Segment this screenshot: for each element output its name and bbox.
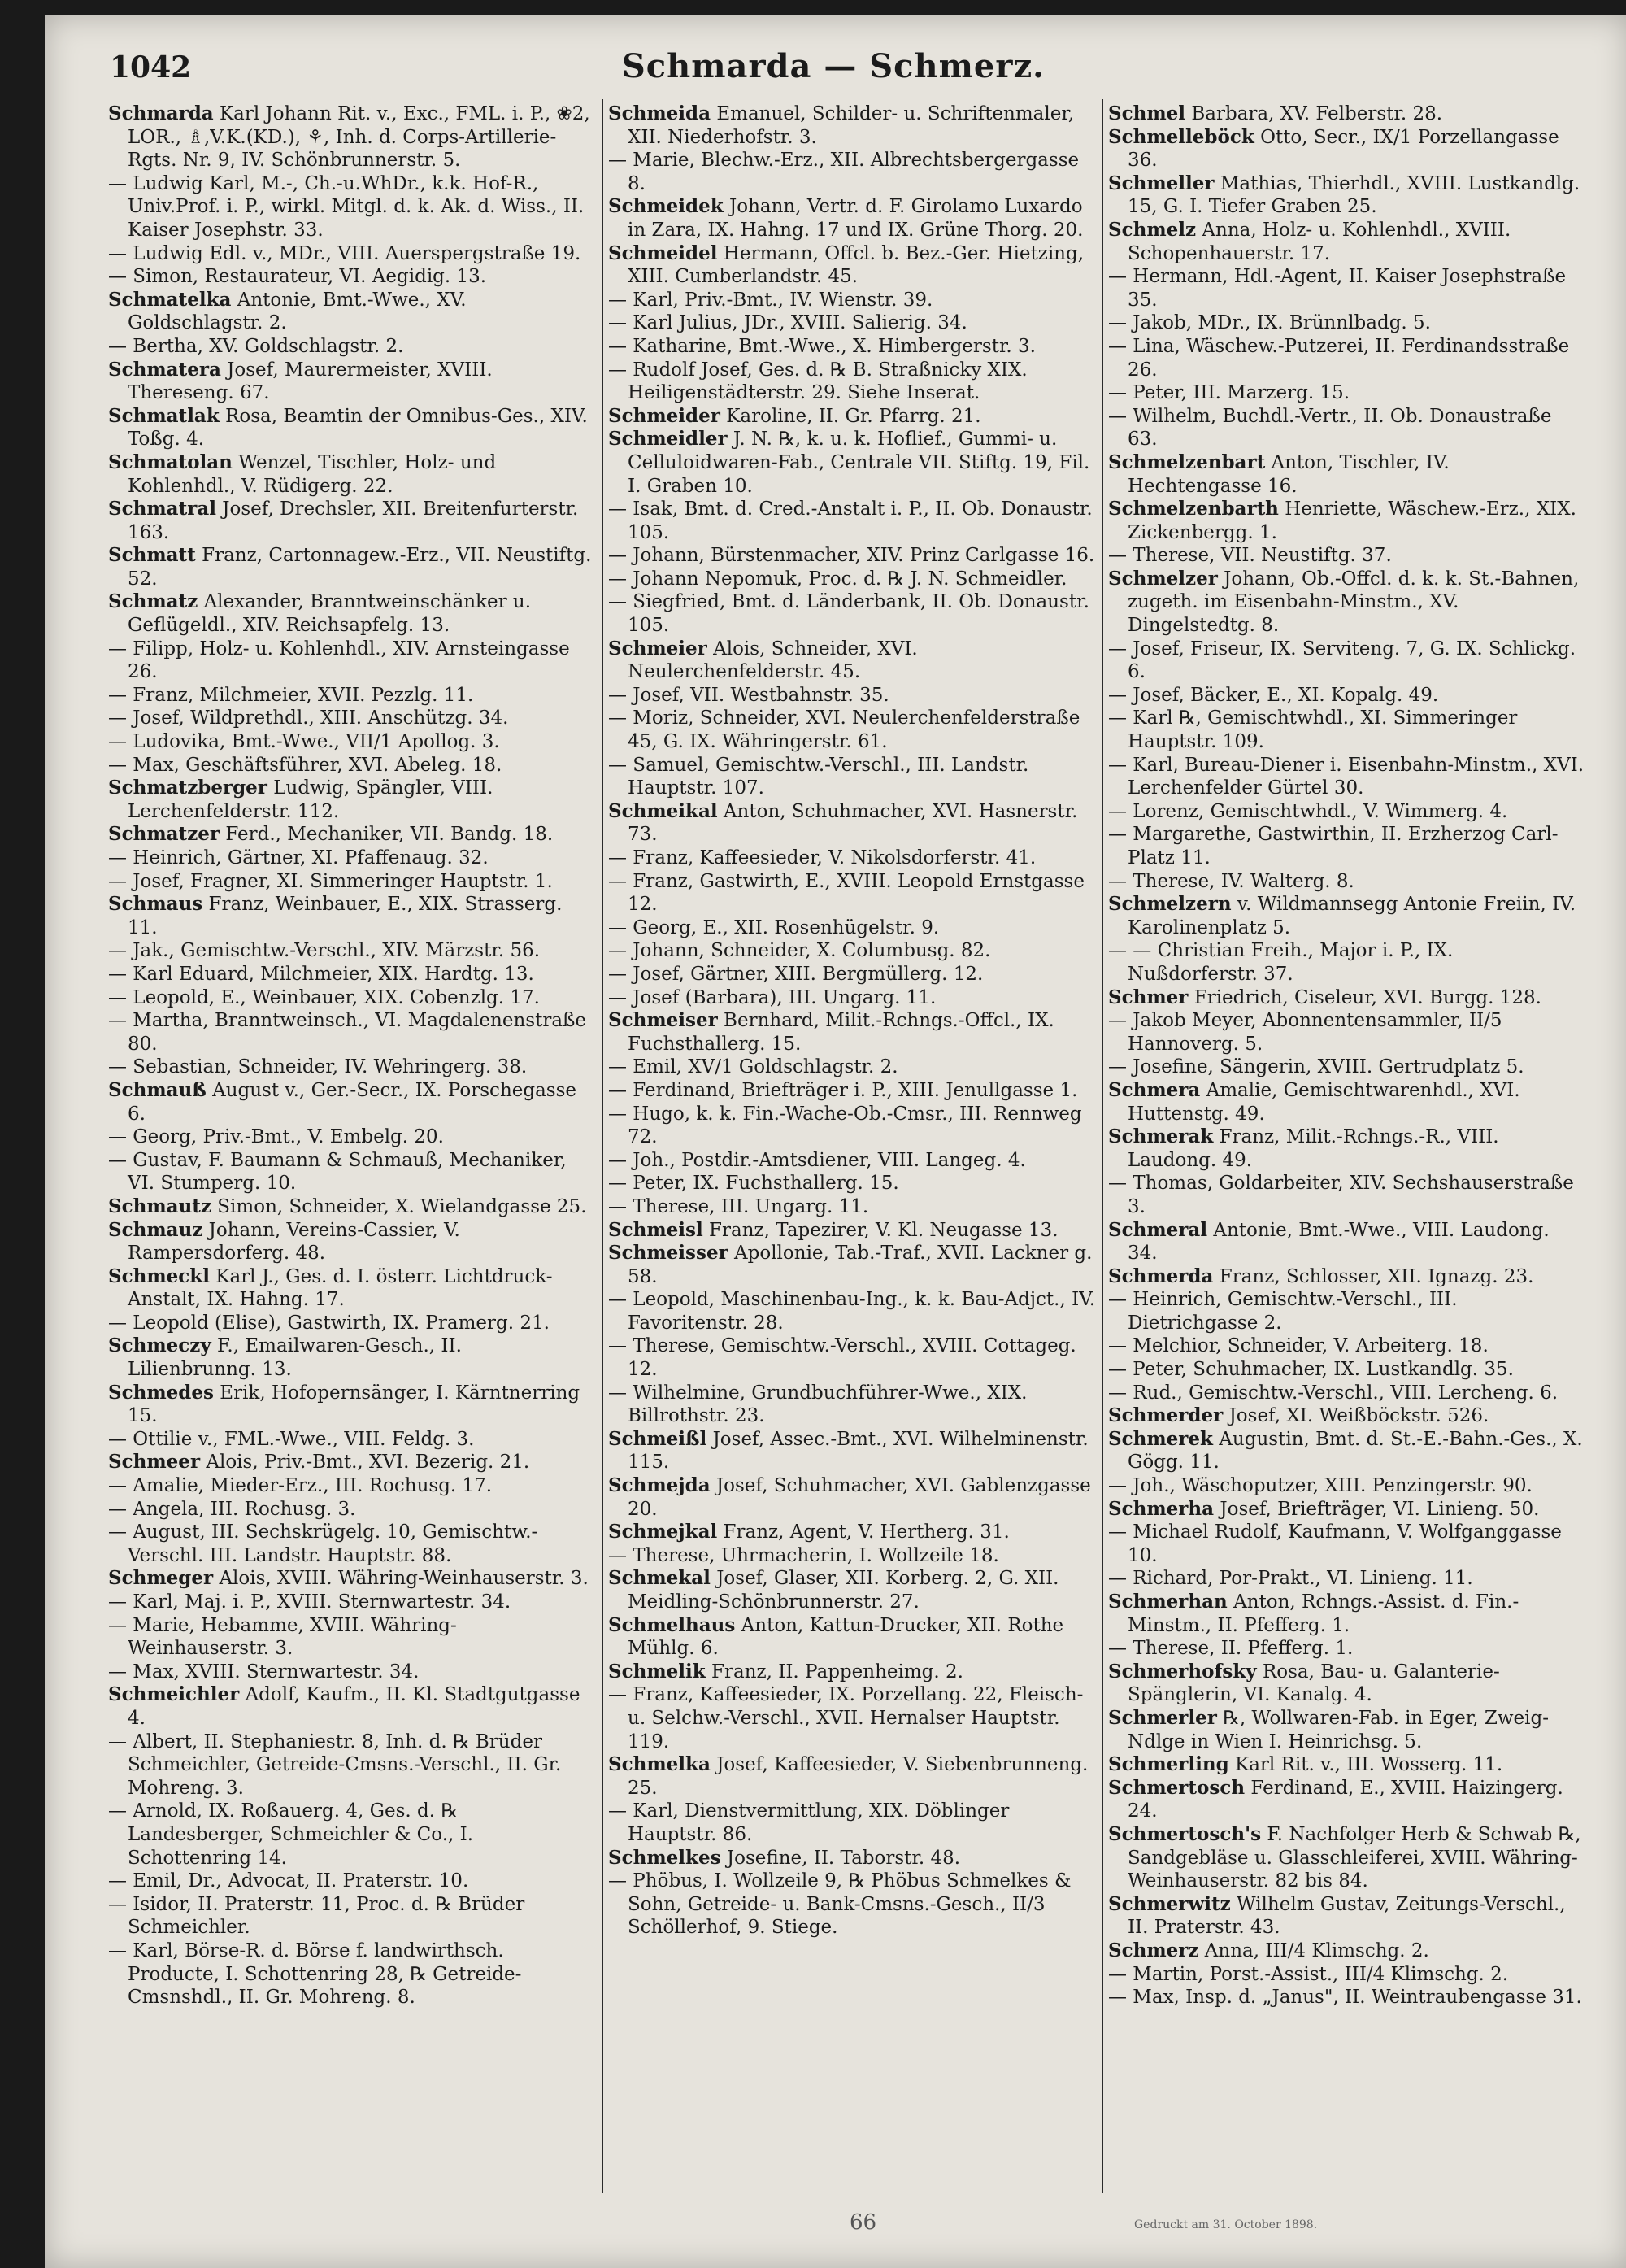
directory-entry: — Samuel, Gemischtw.-Verschl., III. Landstr. Hauptstr. 107. [608, 754, 1029, 799]
directory-entry: — Angela, III. Rochusg. 3. [108, 1498, 356, 1520]
directory-entry: — Josef, Bäcker, E., XI. Kopalg. 49. [1108, 684, 1439, 706]
directory-entry: Schmeisser Apollonie, Tab.-Traf., XVII. Lackner g. 58. [608, 1242, 1093, 1287]
directory-entry: — Franz, Gastwirth, E., XVIII. Leopold Ernstgasse 12. [608, 870, 1085, 916]
directory-entry: — Peter, III. Marzerg. 15. [1108, 382, 1350, 404]
directory-entry: — Franz, Kaffeesieder, V. Nikolsdorferstr. 41. [608, 847, 1037, 868]
directory-entry: — Jakob Meyer, Abonnentensammler, II/5 Hannoverg. 5. [1108, 1010, 1502, 1055]
directory-entry: — Karl, Maj. i. P., XVIII. Sternwartestr. 34. [108, 1591, 511, 1613]
directory-entry: Schmeida Emanuel, Schilder- u. Schriftenmaler, XII. Niederhofstr. 3. [608, 102, 1075, 148]
directory-entry: Schmerhofsky Rosa, Bau- u. Galanterie-Spänglerin, VI. Kanalg. 4. [1108, 1660, 1500, 1706]
directory-entry: — Josef, VII. Westbahnstr. 35. [608, 684, 889, 706]
directory-entry: Schmaus Franz, Weinbauer, E., XIX. Strasserg. 11. [108, 893, 563, 938]
directory-entry: — Max, Insp. d. „Janus", II. Weintraubengasse 31. [1108, 1987, 1582, 2009]
directory-entry: — Max, XVIII. Sternwartestr. 34. [108, 1661, 420, 1682]
running-title: Schmarda — Schmerz. [621, 47, 1046, 85]
directory-entry: — Amalie, Mieder-Erz., III. Rochusg. 17. [108, 1475, 493, 1497]
directory-entry: — Sebastian, Schneider, IV. Wehringerg. 38. [108, 1056, 528, 1078]
directory-entry: Schmatz Alexander, Branntweinschänker u. Geflügeldl., XIV. Reichsapfelg. 13. [108, 590, 532, 637]
directory-entry: Schmertosch Ferdinand, E., XVIII. Haizingerg. 24. [1108, 1776, 1563, 1822]
directory-entry: Schmera Amalie, Gemischtwarenhdl., XVI. Huttenstg. 49. [1108, 1078, 1520, 1125]
directory-entry: Schmatzer Ferd., Mechaniker, VII. Bandg. 18. [108, 823, 554, 846]
directory-entry: Schmelkes Josefine, II. Taborstr. 48. [608, 1846, 961, 1869]
directory-entry: — Josef, Friseur, IX. Serviteng. 7, G. IX. Schlickg. 6. [1108, 638, 1576, 683]
directory-entry: Schmedes Erik, Hofopernsänger, I. Kärntnerring 15. [108, 1381, 580, 1427]
directory-entry: Schmautz Simon, Schneider, X. Wielandgasse 25. [108, 1195, 587, 1217]
directory-entry: Schmerling Karl Rit. v., III. Wosserg. 11. [1108, 1753, 1503, 1776]
directory-entry: Schmelka Josef, Kaffeesieder, V. Siebenbrunneng. 25. [608, 1753, 1089, 1799]
directory-entry: Schmelzenbart Anton, Tischler, IV. Hechtengasse 16. [1108, 451, 1450, 497]
directory-entry: — Arnold, IX. Roßauerg. 4, Ges. d. ℞ Landesberger, Schmeichler & Co., I. Schottenring 14. [108, 1800, 474, 1869]
directory-entry: Schmeichler Adolf, Kaufm., II. Kl. Stadtgutgasse 4. [108, 1683, 580, 1729]
directory-entry: Schmeidel Hermann, Offcl. b. Bez.-Ger. Hietzing, XIII. Cumberlandstr. 45. [608, 242, 1085, 288]
directory-entry: Schmeidek Johann, Vertr. d. F. Girolamo Luxardo in Zara, IX. Hahng. 17 und IX. Grüne Thorg. 20. [608, 195, 1084, 241]
directory-entry: — Leopold (Elise), Gastwirth, IX. Pramerg. 21. [108, 1312, 550, 1334]
directory-entry: Schmeczy F., Emailwaren-Gesch., II. Lilienbrunng. 13. [108, 1334, 462, 1381]
print-note: Gedruckt am 31. October 1898. [1134, 2218, 1318, 2231]
directory-entry: — Michael Rudolf, Kaufmann, V. Wolfganggasse 10. [1108, 1521, 1562, 1566]
directory-entry: Schmerhan Anton, Rchngs.-Assist. d. Fin.-Minstm., II. Pfefferg. 1. [1108, 1591, 1519, 1636]
directory-entry: — Phöbus, I. Wollzeile 9, ℞ Phöbus Schmelkes & Sohn, Getreide- u. Bank-Cmsns.-Gesch., II/3 Schöllerhof, 9. Stiege. [608, 1870, 1072, 1939]
directory-entry: — Therese, Gemischtw.-Verschl., XVIII. Cottageg. 12. [608, 1335, 1076, 1381]
directory-entry: — Hermann, Hdl.-Agent, II. Kaiser Josephstraße 35. [1108, 266, 1567, 311]
directory-entry: — Johann, Schneider, X. Columbusg. 82. [608, 940, 991, 962]
directory-entry: Schmekal Josef, Glaser, XII. Korberg. 2, G. XII. Meidling-Schönbrunnerstr. 27. [608, 1567, 1059, 1613]
directory-entry: Schmauz Johann, Vereins-Cassier, V. Rampersdorferg. 48. [108, 1218, 460, 1265]
directory-entry: — Karl Julius, JDr., XVIII. Salierig. 34. [608, 312, 967, 334]
directory-entry: Schmatral Josef, Drechsler, XII. Breitenfurterstr. 163. [108, 498, 579, 543]
directory-entry: — Josef, Wildprethdl., XIII. Anschützg. 34. [108, 707, 509, 729]
directory-entry: — Wilhelmine, Grundbuchführer-Wwe., XIX. Billrothstr. 23. [608, 1382, 1028, 1427]
directory-entry: — Lina, Wäschew.-Putzerei, II. Ferdinandsstraße 26. [1108, 335, 1570, 381]
directory-entry: Schmerz Anna, III/4 Klimschg. 2. [1108, 1939, 1429, 1961]
column-rule [1102, 99, 1103, 2193]
directory-entry: — Bertha, XV. Goldschlagstr. 2. [108, 335, 404, 357]
directory-entry: — Martha, Branntweinsch., VI. Magdalenenstraße 80. [108, 1010, 587, 1055]
directory-page [45, 15, 1626, 2268]
directory-entry: — Hugo, k. k. Fin.-Wache-Ob.-Cmsr., III. Rennweg 72. [608, 1103, 1082, 1148]
directory-entry: — Jak., Gemischtw.-Verschl., XIV. Märzstr. 56. [108, 940, 541, 962]
directory-entry: Schmelzer Johann, Ob.-Offcl. d. k. k. St.-Bahnen, zugeth. im Eisenbahn-Minstm., XV. Dingelstedtg. 8. [1108, 567, 1580, 637]
directory-entry: Schmeger Alois, XVIII. Währing-Weinhauserstr. 3. [108, 1567, 589, 1590]
directory-entry: Schmerwitz Wilhelm Gustav, Zeitungs-Verschl., II. Praterstr. 43. [1108, 1892, 1566, 1939]
directory-entry: — Thomas, Goldarbeiter, XIV. Sechshauserstraße 3. [1108, 1173, 1574, 1217]
directory-entry: Schmeiser Bernhard, Milit.-Rchngs.-Offcl., IX. Fuchsthallerg. 15. [608, 1009, 1054, 1055]
directory-entry: Schmauß August v., Ger.-Secr., IX. Porschegasse 6. [108, 1078, 577, 1125]
directory-entry: Schmeider Karoline, II. Gr. Pfarrg. 21. [608, 404, 981, 427]
directory-entry: — Albert, II. Stephaniestr. 8, Inh. d. ℞ Brüder Schmeichler, Getreide-Cmsns.-Verschl., II. Gr. Mohreng. 3. [108, 1730, 562, 1799]
directory-entry: Schmejkal Franz, Agent, V. Hertherg. 31. [608, 1521, 1010, 1543]
directory-entry: Schmeisl Franz, Tapezirer, V. Kl. Neugasse 13. [608, 1218, 1059, 1241]
directory-entry: Schmeier Alois, Schneider, XVI. Neulerchenfelderstr. 45. [608, 637, 918, 683]
directory-entry: Schmerda Franz, Schlosser, XII. Ignazg. 23. [1108, 1265, 1534, 1287]
directory-entry: Schmatt Franz, Cartonnagew.-Erz., VII. Neustiftg. 52. [108, 544, 592, 590]
directory-entry: Schmerak Franz, Milit.-Rchngs.-R., VIII. Laudong. 49. [1108, 1125, 1499, 1171]
directory-entry: — Filipp, Holz- u. Kohlenhdl., XIV. Arnsteingasse 26. [108, 638, 570, 683]
directory-entry: Schmeidler J. N. ℞, k. u. k. Hoflief., Gummi- u. Celluloidwaren-Fab., Centrale VII. Stiftg. 19, Fil. I. Graben 10. [608, 428, 1090, 497]
directory-entry: Schmeikal Anton, Schuhmacher, XVI. Hasnerstr. 73. [608, 799, 1078, 846]
directory-entry: — Gustav, F. Baumann & Schmauß, Mechaniker, VI. Stumperg. 10. [108, 1149, 567, 1195]
directory-entry: — Karl, Bureau-Diener i. Eisenbahn-Minstm., XVI. Lerchenfelder Gürtel 30. [1108, 754, 1585, 799]
directory-entry: — Peter, Schuhmacher, IX. Lustkandlg. 35. [1108, 1359, 1514, 1381]
directory-entry: — Leopold, Maschinenbau-Ing., k. k. Bau-Adjct., IV. Favoritenstr. 28. [608, 1289, 1096, 1334]
directory-entry: — Ludovika, Bmt.-Wwe., VII/1 Apollog. 3. [108, 731, 500, 753]
directory-entry: — Therese, IV. Walterg. 8. [1108, 870, 1354, 892]
directory-entry: — Therese, II. Pfefferg. 1. [1108, 1638, 1354, 1660]
directory-entry: Schmer Friedrich, Ciseleur, XVI. Burgg. 128. [1108, 986, 1541, 1008]
directory-entry: — Moriz, Schneider, XVI. Neulerchenfelderstraße 45, G. IX. Währingerstr. 61. [608, 707, 1080, 753]
directory-entry: — Lorenz, Gemischtwhdl., V. Wimmerg. 4. [1108, 800, 1508, 822]
directory-entry: Schmeißl Josef, Assec.-Bmt., XVI. Wilhelminenstr. 115. [608, 1427, 1089, 1474]
directory-entry: Schmertosch's F. Nachfolger Herb & Schwab ℞, Sandgebläse u. Glasschleiferei, XVIII. Währing-Weinhauserstr. 82 bis 84. [1108, 1822, 1581, 1892]
directory-entry: — Isak, Bmt. d. Cred.-Anstalt i. P., II. Ob. Donaustr. 105. [608, 498, 1093, 543]
directory-entry: Schmatlak Rosa, Beamtin der Omnibus-Ges., XIV. Toßg. 4. [108, 404, 588, 451]
page-number: 1042 [110, 50, 192, 85]
directory-entry: — Jakob, MDr., IX. Brünnlbadg. 5. [1108, 312, 1431, 334]
directory-entry: Schmerha Josef, Briefträger, VI. Linieng. 50. [1108, 1497, 1540, 1520]
directory-entry: — Josef, Fragner, XI. Simmeringer Hauptstr. 1. [108, 870, 553, 892]
directory-entry: Schmelz Anna, Holz- u. Kohlenhdl., XVIII. Schopenhauerstr. 17. [1108, 218, 1511, 264]
directory-entry: — Siegfried, Bmt. d. Länderbank, II. Ob. Donaustr. 105. [608, 591, 1089, 637]
directory-entry: — Peter, IX. Fuchsthallerg. 15. [608, 1173, 899, 1195]
directory-entry: Schmelik Franz, II. Pappenheimg. 2. [608, 1660, 963, 1682]
directory-entry: — Karl, Dienstvermittlung, XIX. Döblinger Hauptstr. 86. [608, 1800, 1010, 1845]
column-3 [1108, 102, 1584, 2184]
directory-entry: — Emil, XV/1 Goldschlagstr. 2. [608, 1056, 898, 1078]
directory-entry: Schmel Barbara, XV. Felberstr. 28. [1108, 102, 1443, 124]
directory-entry: Schmarda Karl Johann Rit. v., Exc., FML. i. P., ❀2, LOR., ♗,V.K.(KD.), ⚘, Inh. d. Corps-Artillerie-Rgts. Nr. 9, IV. Schönbrunnerstr. 5. [108, 102, 590, 172]
directory-entry: — Joh., Wäschoputzer, XIII. Penzingerstr. 90. [1108, 1475, 1533, 1497]
directory-entry: — Therese, Uhrmacherin, I. Wollzeile 18. [608, 1544, 999, 1566]
column-1 [108, 102, 596, 2184]
directory-entry: Schmerler ℞, Wollwaren-Fab. in Eger, Zweig-Ndlge in Wien I. Heinrichsg. 5. [1108, 1706, 1549, 1752]
directory-entry: — Therese, III. Ungarg. 11. [608, 1195, 869, 1217]
directory-entry: — Josef, Gärtner, XIII. Bergmüllerg. 12. [608, 963, 984, 985]
directory-entry: — Karl ℞, Gemischtwhdl., XI. Simmeringer Hauptstr. 109. [1108, 707, 1518, 753]
directory-entry: — Richard, Por-Prakt., VI. Linieng. 11. [1108, 1568, 1473, 1590]
directory-entry: — Karl, Börse-R. d. Börse f. landwirthsch. Producte, I. Schottenring 28, ℞ Getreide-Cmsnshdl., II. Gr. Mohreng. 8. [108, 1939, 522, 2009]
directory-entry: Schmeral Antonie, Bmt.-Wwe., VIII. Laudong. 34. [1108, 1218, 1550, 1265]
directory-entry: — Franz, Milchmeier, XVII. Pezzlg. 11. [108, 684, 474, 706]
directory-entry: — Johann Nepomuk, Proc. d. ℞ J. N. Schmeidler. [608, 568, 1067, 590]
directory-entry: — Max, Geschäftsführer, XVI. Abeleg. 18. [108, 754, 502, 776]
directory-entry: — Martin, Porst.-Assist., III/4 Klimschg. 2. [1108, 1963, 1509, 1985]
directory-entry: — Therese, VII. Neustiftg. 37. [1108, 545, 1392, 567]
directory-entry: Schmelleböck Otto, Secr., IX/1 Porzellangasse 36. [1108, 125, 1559, 172]
directory-entry: — Ottilie v., FML.-Wwe., VIII. Feldg. 3. [108, 1428, 475, 1450]
directory-entry: Schmatolan Wenzel, Tischler, Holz- und Kohlenhdl., V. Rüdigerg. 22. [108, 451, 497, 497]
directory-entry: — Rud., Gemischtw.-Verschl., VIII. Lercheng. 6. [1108, 1382, 1559, 1404]
column-2 [608, 102, 1096, 2184]
directory-entry: — Franz, Kaffeesieder, IX. Porzellang. 22, Fleisch- u. Selchw.-Verschl., XVII. Hernalser Hauptstr. 119. [608, 1684, 1084, 1752]
directory-entry: Schmelhaus Anton, Kattun-Drucker, XII. Rothe Mühlg. 6. [608, 1613, 1064, 1660]
directory-entry: — Johann, Bürstenmacher, XIV. Prinz Carlgasse 16. [608, 545, 1095, 567]
column-rule [602, 99, 603, 2193]
directory-entry: Schmerek Augustin, Bmt. d. St.-E.-Bahn.-Ges., X. Gögg. 11. [1108, 1427, 1583, 1474]
directory-entry: Schmejda Josef, Schuhmacher, XVI. Gablenzgasse 20. [608, 1474, 1091, 1520]
directory-entry: — Josefine, Sängerin, XVIII. Gertrudplatz 5. [1108, 1056, 1524, 1078]
directory-entry: — Karl Eduard, Milchmeier, XIX. Hardtg. 13. [108, 963, 534, 985]
directory-entry: — Karl, Priv.-Bmt., IV. Wienstr. 39. [608, 289, 933, 311]
directory-entry: — Wilhelm, Buchdl.-Vertr., II. Ob. Donaustraße 63. [1108, 405, 1552, 451]
footer-mark: 66 [850, 2210, 877, 2235]
directory-entry: Schmelzern v. Wildmannsegg Antonie Freiin, IV. Karolinenplatz 5. [1108, 893, 1576, 938]
directory-entry: — Joh., Postdir.-Amtsdiener, VIII. Langeg. 4. [608, 1149, 1026, 1171]
directory-entry: — Ludwig Edl. v., MDr., VIII. Auerspergstraße 19. [108, 242, 581, 264]
directory-entry: — Emil, Dr., Advocat, II. Praterstr. 10. [108, 1870, 469, 1892]
directory-entry: — Margarethe, Gastwirthin, II. Erzherzog Carl-Platz 11. [1108, 824, 1559, 868]
directory-entry: — Heinrich, Gärtner, XI. Pfaffenaug. 32. [108, 847, 489, 868]
directory-entry: — Ferdinand, Briefträger i. P., XIII. Jenullgasse 1. [608, 1079, 1078, 1101]
directory-entry: — Josef (Barbara), III. Ungarg. 11. [608, 986, 937, 1008]
directory-entry: Schmelzenbarth Henriette, Wäschew.-Erz., XIX. Zickenbergg. 1. [1108, 498, 1576, 543]
directory-entry: — Marie, Blechw.-Erz., XII. Albrechtsbergergasse 8. [608, 150, 1080, 194]
directory-entry: — Georg, Priv.-Bmt., V. Embelg. 20. [108, 1126, 444, 1148]
directory-entry: — Rudolf Josef, Ges. d. ℞ B. Straßnicky XIX. Heiligenstädterstr. 29. Siehe Inserat. [608, 359, 1028, 404]
directory-entry: — Marie, Hebamme, XVIII. Währing-Weinhauserstr. 3. [108, 1614, 457, 1660]
directory-entry: — Isidor, II. Praterstr. 11, Proc. d. ℞ Brüder Schmeichler. [108, 1893, 525, 1939]
directory-entry: Schmatelka Antonie, Bmt.-Wwe., XV. Goldschlagstr. 2. [108, 288, 467, 334]
directory-entry: Schmeer Alois, Priv.-Bmt., XVI. Bezerig. 21. [108, 1451, 530, 1474]
directory-entry: — Heinrich, Gemischtw.-Verschl., III. Dietrichgasse 2. [1108, 1289, 1458, 1334]
directory-entry: — Melchior, Schneider, V. Arbeiterg. 18. [1108, 1335, 1489, 1357]
directory-entry: — Katharine, Bmt.-Wwe., X. Himbergerstr. 3. [608, 335, 1036, 357]
directory-entry: Schmatera Josef, Maurermeister, XVIII. Thereseng. 67. [108, 358, 493, 404]
directory-entry: Schmeckl Karl J., Ges. d. I. österr. Lichtdruck-Anstalt, IX. Hahng. 17. [108, 1265, 553, 1311]
directory-entry: Schmerder Josef, XI. Weißböckstr. 526. [1108, 1404, 1489, 1427]
directory-entry: — Simon, Restaurateur, VI. Aegidig. 13. [108, 266, 487, 288]
directory-entry: Schmatzberger Ludwig, Spängler, VIII. Lerchenfelderstr. 112. [108, 777, 493, 822]
directory-entry: Schmeller Mathias, Thierhdl., XVIII. Lustkandlg. 15, G. I. Tiefer Graben 25. [1108, 172, 1580, 218]
page-header [110, 41, 1557, 89]
directory-entry: — August, III. Sechskrügelg. 10, Gemischtw.-Verschl. III. Landstr. Hauptstr. 88. [108, 1521, 538, 1566]
directory-entry: — Georg, E., XII. Rosenhügelstr. 9. [608, 916, 940, 938]
directory-entry: — — Christian Freih., Major i. P., IX. Nußdorferstr. 37. [1108, 940, 1454, 985]
directory-entry: — Ludwig Karl, M.-, Ch.-u.WhDr., k.k. Hof-R., Univ.Prof. i. P., wirkl. Mitgl. d. k. Ak. d. Wiss., II. Kaiser Josephstr. 33. [108, 172, 585, 241]
directory-entry: — Leopold, E., Weinbauer, XIX. Cobenzlg. 17. [108, 986, 540, 1008]
